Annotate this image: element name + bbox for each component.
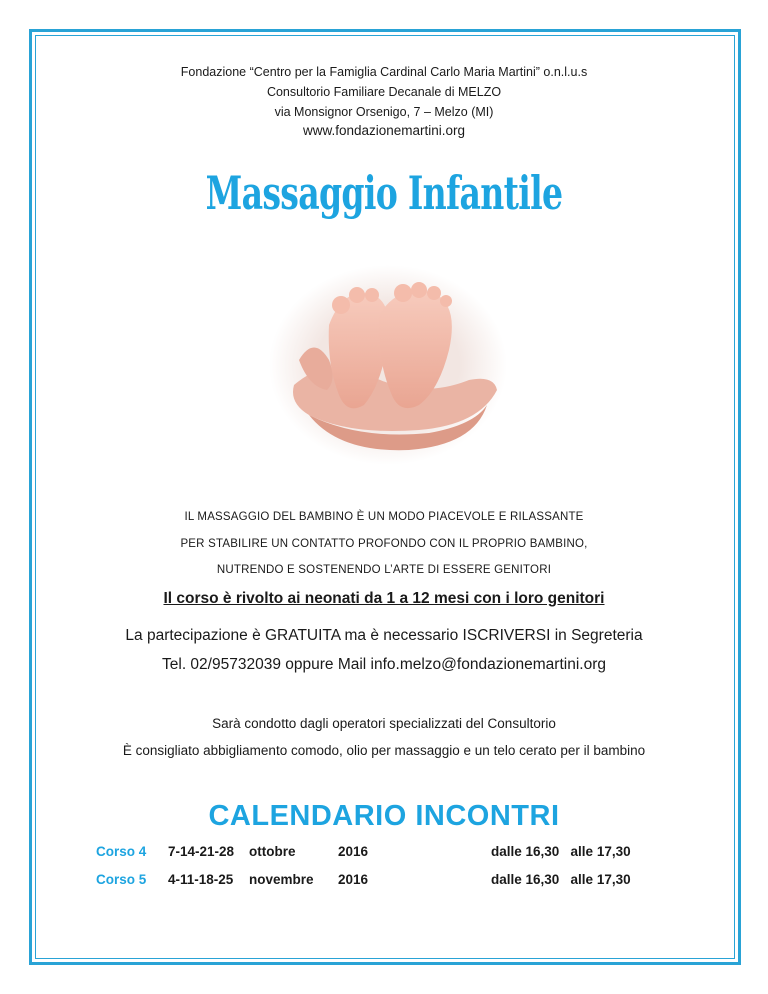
note-clothing: È consigliato abbigliamento comodo, olio per massaggio e un telo cerato per il bambino xyxy=(122,743,646,758)
header-address: via Monsignor Orsenigo, 7 – Melzo (MI) xyxy=(274,105,494,119)
calendar-title: CALENDARIO INCONTRI xyxy=(208,800,560,832)
course-time: dalle 16,30 alle 17,30 xyxy=(491,872,631,887)
header-foundation: Fondazione “Centro per la Famiglia Cardinal Carlo Maria Martini” o.n.l.u.s xyxy=(180,65,588,79)
course-dates: 7-14-21-28 xyxy=(168,844,235,859)
registration-line: La partecipazione è GRATUITA ma è necessario ISCRIVERSI in Segreteria xyxy=(125,627,643,644)
course-target: Il corso è rivolto ai neonati da 1 a 12 mesi con i loro genitori xyxy=(163,590,605,607)
intro-line-3: NUTRENDO E SOSTENENDO L’ARTE DI ESSERE GENITORI xyxy=(216,564,552,576)
course-month: novembre xyxy=(249,872,314,887)
header-consultorio: Consultorio Familiare Decanale di MELZO xyxy=(266,85,502,99)
course-label: Corso 5 xyxy=(96,872,147,887)
course-year: 2016 xyxy=(338,872,369,887)
intro-line-1: IL MASSAGGIO DEL BAMBINO È UN MODO PIACEVOLE E RILASSANTE xyxy=(184,511,584,523)
course-time: dalle 16,30 alle 17,30 xyxy=(491,844,631,859)
page-title: Massaggio Infantile xyxy=(205,166,563,220)
intro-line-2: PER STABILIRE UN CONTATTO PROFONDO CON IL PROPRIO BAMBINO, xyxy=(180,538,588,550)
course-year: 2016 xyxy=(338,844,369,859)
header-website: www.fondazionemartini.org xyxy=(302,123,466,138)
note-operators: Sarà condotto dagli operatori specializzati del Consultorio xyxy=(212,716,556,731)
course-dates: 4-11-18-25 xyxy=(168,872,234,887)
contact-line: Tel. 02/95732039 oppure Mail info.melzo@fondazionemartini.org xyxy=(162,656,606,673)
course-label: Corso 4 xyxy=(96,844,147,859)
baby-feet-photo xyxy=(269,265,507,465)
course-month: ottobre xyxy=(249,844,296,859)
